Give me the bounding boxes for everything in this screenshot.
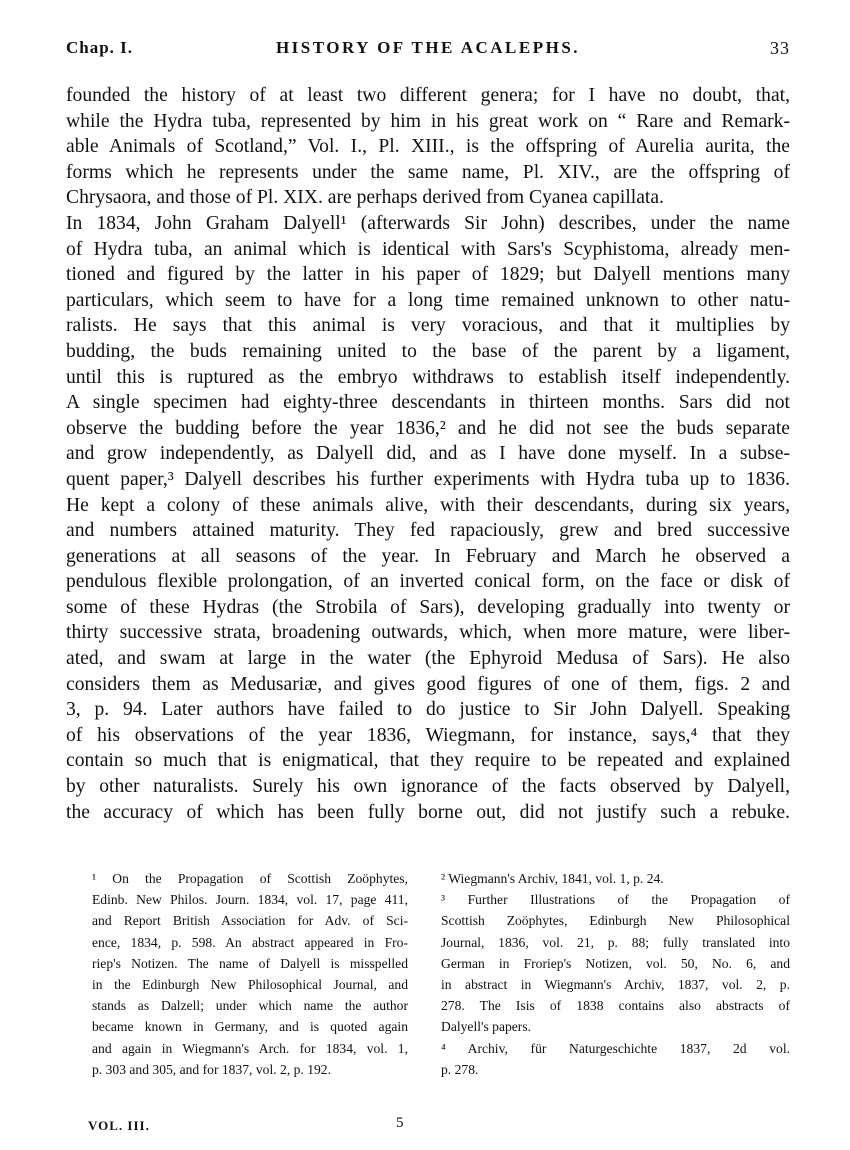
- footnote-line: became known in Germany, and is quoted again: [92, 1019, 408, 1035]
- footnote-line: Edinb. New Philos. Journ. 1834, vol. 17, page 411,: [92, 892, 408, 908]
- body-line: particulars, which seem to have for a long time remained unknown to other natu-: [66, 289, 790, 311]
- footnote-line: riep's Notizen. The name of Dalyell is misspelled: [92, 955, 408, 971]
- page-number: 33: [770, 38, 790, 58]
- footnote-line: and again in Wiegmann's Arch. for 1834, vol. 1,: [92, 1040, 408, 1056]
- footnote-line: in the Edinburgh New Philosophical Journal, and: [92, 976, 408, 992]
- footnotes-left-column: [92, 868, 408, 1080]
- footnote-line: ence, 1834, p. 598. An abstract appeared in Fro-: [92, 934, 408, 950]
- body-line: until this is ruptured as the embryo withdraws to establish itself independently.: [66, 366, 790, 388]
- body-line: He kept a colony of these animals alive, with their descendants, during six years,: [66, 494, 790, 516]
- body-line: some of these Hydras (the Strobila of Sars), developing gradually into twenty or: [66, 596, 790, 618]
- body-line: considers them as Medusariæ, and gives good figures of one of them, figs. 2 and: [66, 673, 790, 695]
- body-line: and grow independently, as Dalyell did, and as I have done myself. In a subse-: [66, 443, 790, 465]
- body-line: and numbers attained maturity. They fed rapaciously, grew and bred successive: [66, 520, 790, 542]
- body-line: Chrysaora, and those of Pl. XIX. are perhaps derived from Cyanea capillata.: [66, 187, 664, 209]
- footnote-line: ¹ On the Propagation of Scottish Zoöphytes,: [92, 871, 408, 886]
- chapter-label: Chap. I.: [66, 38, 134, 57]
- body-line: the accuracy of which has been fully borne out, did not justify such a rebuke.: [66, 801, 790, 823]
- body-line: of Hydra tuba, an animal which is identical with Sars's Scyphistoma, already men-: [66, 238, 790, 260]
- footnote-line: ⁴ Archiv, für Naturgeschichte 1837, 2d vol.: [441, 1040, 790, 1056]
- footnote-line: ² Wiegmann's Archiv, 1841, vol. 1, p. 24.: [441, 871, 664, 886]
- signature-line: [88, 1115, 438, 1140]
- body-line: ated, and swam at large in the water (the Ephyroid Medusa of Sars). He also: [66, 648, 790, 670]
- footnote-line: ³ Further Illustrations of the Propagation of: [441, 892, 790, 908]
- body-line: tioned and figured by the latter in his paper of 1829; but Dalyell mentions many: [66, 264, 790, 286]
- footnote-line: 278. The Isis of 1838 contains also abstracts of: [441, 998, 790, 1014]
- footnote-line: and Report British Association for Adv. of Sci-: [92, 913, 408, 929]
- body-line: generations at all seasons of the year. In February and March he observed a: [66, 545, 790, 567]
- footnotes: [66, 868, 790, 1108]
- body-text: [66, 83, 790, 825]
- footnote-line: p. 303 and 305, and for 1837, vol. 2, p. 192.: [92, 1061, 331, 1077]
- running-title: HISTORY OF THE ACALEPHS.: [275, 38, 581, 57]
- body-line: by other naturalists. Surely his own ignorance of the facts observed by Dalyell,: [66, 776, 790, 798]
- running-head: [66, 38, 790, 62]
- signature-mark: 5: [396, 1115, 405, 1131]
- footnote-line: in abstract in Wiegmann's Archiv, 1837, vol. 2, p.: [441, 976, 790, 992]
- body-line: contain so much that is enigmatical, that they require to be repeated and explained: [66, 750, 790, 772]
- body-line: founded the history of at least two different genera; for I have no doubt, that,: [66, 85, 790, 106]
- volume-signature: VOL. III.: [88, 1118, 150, 1133]
- body-line: able Animals of Scotland,” Vol. I., Pl. XIII., is the offspring of Aurelia aurita, the: [66, 136, 790, 158]
- body-line: ralists. He says that this animal is very voracious, and that it multiplies by: [66, 315, 790, 337]
- body-line: thirty successive strata, broadening outwards, which, when more mature, were liber-: [66, 622, 790, 644]
- body-line: pendulous flexible prolongation, of an inverted conical form, on the face or disk of: [66, 571, 790, 593]
- body-line: while the Hydra tuba, represented by him in his great work on “ Rare and Remark-: [66, 110, 790, 132]
- body-line: In 1834, John Graham Dalyell¹ (afterwards Sir John) describes, under the name: [66, 212, 790, 234]
- footnote-line: Scottish Zoöphytes, Edinburgh New Philosophical: [441, 913, 790, 929]
- body-line: quent paper,³ Dalyell describes his further experiments with Hydra tuba up to 1836.: [66, 468, 790, 490]
- body-line: A single specimen had eighty-three descendants in thirteen months. Sars did not: [66, 392, 790, 414]
- body-line: observe the budding before the year 1836,² and he did not see the buds separate: [66, 417, 790, 439]
- body-line: 3, p. 94. Later authors have failed to do justice to Sir John Dalyell. Speaking: [66, 699, 790, 721]
- footnote-line: stands as Dalzell; under which name the author: [92, 998, 408, 1014]
- body-line: of his observations of the year 1836, Wiegmann, for instance, says,⁴ that they: [66, 724, 790, 746]
- footnote-line: p. 278.: [441, 1061, 479, 1077]
- footnote-line: Journal, 1836, vol. 21, p. 88; fully translated into: [441, 934, 790, 950]
- footnotes-right-column: [441, 868, 790, 1080]
- body-line: budding, the buds remaining united to the base of the parent by a ligament,: [66, 340, 790, 362]
- body-line: forms which he represents under the same name, Pl. XIV., are the offspring of: [66, 161, 790, 183]
- footnote-line: German in Froriep's Notizen, vol. 50, No. 6, and: [441, 955, 790, 971]
- footnote-line: Dalyell's papers.: [441, 1019, 532, 1035]
